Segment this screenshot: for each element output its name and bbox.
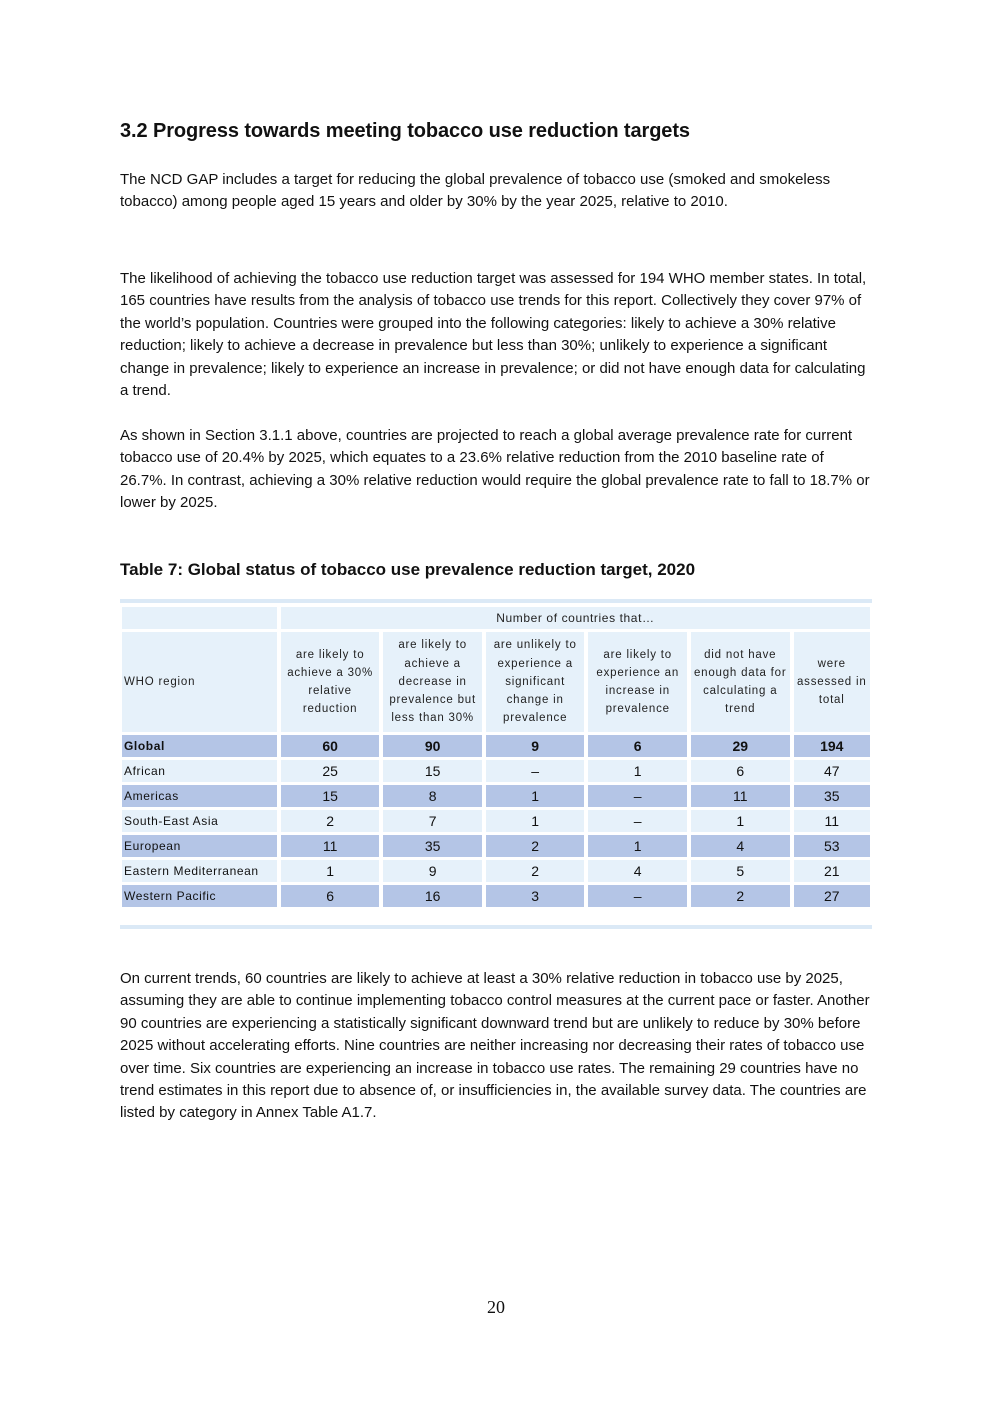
row-region: Global [122, 735, 277, 757]
table-cell: 4 [588, 860, 687, 882]
column-header-region: WHO region [122, 632, 277, 732]
table-row-americas [122, 785, 870, 807]
row-region: African [122, 760, 277, 782]
table-cell: 7 [383, 810, 482, 832]
table-cell: 2 [691, 885, 790, 907]
status-table-container [120, 599, 872, 929]
table-cell: 53 [794, 835, 871, 857]
table-cell: 1 [588, 760, 687, 782]
column-header-no-data: did not have enough data for calculating a trend [691, 632, 790, 732]
table-cell: 15 [383, 760, 482, 782]
table-cell: 1 [486, 810, 585, 832]
column-header-increase: are likely to experience an increase in prevalence [588, 632, 687, 732]
paragraph-assessment-method: The likelihood of achieving the tobacco use reduction target was assessed for 194 WHO member states. In total, 165 countries have results from the analysis of tobacco use trends for this report. Collectively they cover 97% of the world’s population. Countries were grouped into the following categories: likely to achieve a 30% relative reduction; likely to achieve a decrease in prevalence but less than 30%; unlikely to experience a significant change in prevalence; likely to experience an increase in prevalence; or did not have enough data for calculating a trend. [120, 270, 867, 400]
column-header-no-change: are unlikely to experience a significant change in prevalence [486, 632, 585, 732]
table-cell: 35 [794, 785, 871, 807]
table-cell: 1 [588, 835, 687, 857]
page-number: 20 [487, 1297, 505, 1317]
table-cell: – [588, 885, 687, 907]
table-cell: 1 [281, 860, 380, 882]
table-cell: 21 [794, 860, 871, 882]
table-cell: 4 [691, 835, 790, 857]
table-row-western-pacific [122, 885, 870, 907]
section-heading: 3.2 Progress towards meeting tobacco use reduction targets [120, 120, 690, 142]
table-cell: 9 [383, 860, 482, 882]
table-row-eastern-mediterranean [122, 860, 870, 882]
table-cell: – [486, 760, 585, 782]
table-group-header-row [122, 607, 870, 629]
table-cell: – [588, 810, 687, 832]
table-cell: 47 [794, 760, 871, 782]
table-cell: 35 [383, 835, 482, 857]
table-cell: 11 [691, 785, 790, 807]
paragraph-current-trends: On current trends, 60 countries are likely to achieve at least a 30% relative reduction in tobacco use by 2025, assuming they are able to continue implementing tobacco control measures at the current pace or faster. Another 90 countries are experiencing a statistically significant downward trend but are unlikely to reduce by 30% before 2025 without accelerating efforts. Nine countries are neither increasing nor decreasing their rates of tobacco use over time. Six countries are experiencing an increase in tobacco use rates. The remaining 29 countries have no trend estimates in this report due to absence of, or insufficiencies in, the available survey data. The countries are listed by category in Annex Table A1.7. [120, 970, 870, 1122]
table-cell: 9 [486, 735, 585, 757]
column-header-total: were assessed in total [794, 632, 871, 732]
table-cell: 25 [281, 760, 380, 782]
table-cell: 194 [794, 735, 871, 757]
paragraph-target-description: The NCD GAP includes a target for reducing the global prevalence of tobacco use (smoked and smokeless tobacco) among people aged 15 years and older by 30% by the year 2025, relative to 2010. [120, 171, 831, 211]
table-cell: 11 [794, 810, 871, 832]
table-column-header-row [122, 632, 870, 732]
table-cell: 1 [486, 785, 585, 807]
table-cell: 90 [383, 735, 482, 757]
table-row-european [122, 835, 870, 857]
status-table [118, 604, 874, 910]
column-header-likely-30: are likely to achieve a 30% relative reduction [281, 632, 380, 732]
table-cell: 60 [281, 735, 380, 757]
table-cell: 2 [486, 835, 585, 857]
table-cell: – [588, 785, 687, 807]
table-cell: 6 [281, 885, 380, 907]
table-cell: 5 [691, 860, 790, 882]
table-cell: 16 [383, 885, 482, 907]
table-group-header-spacer [122, 607, 277, 629]
table-cell: 27 [794, 885, 871, 907]
table-cell: 11 [281, 835, 380, 857]
row-region: Western Pacific [122, 885, 277, 907]
table-row-african [122, 760, 870, 782]
table-cell: 8 [383, 785, 482, 807]
paragraph-projection: As shown in Section 3.1.1 above, countries are projected to reach a global average prevalence rate for current tobacco use of 20.4% by 2025, which equates to a 23.6% relative reduction from the 2010 baseline rate of 26.7%. In contrast, achieving a 30% relative reduction would require the global prevalence rate to fall to 18.7% or lower by 2025. [120, 427, 870, 512]
table-group-header: Number of countries that… [281, 607, 870, 629]
table-row-south-east-asia [122, 810, 870, 832]
table-cell: 2 [281, 810, 380, 832]
table-cell: 29 [691, 735, 790, 757]
row-region: Eastern Mediterranean [122, 860, 277, 882]
table-row-global [122, 735, 870, 757]
row-region: European [122, 835, 277, 857]
table-cell: 2 [486, 860, 585, 882]
row-region: Americas [122, 785, 277, 807]
table-cell: 6 [588, 735, 687, 757]
row-region: South-East Asia [122, 810, 277, 832]
table-cell: 15 [281, 785, 380, 807]
column-header-likely-decrease: are likely to achieve a decrease in prevalence but less than 30% [383, 632, 482, 732]
table-cell: 1 [691, 810, 790, 832]
table-cell: 3 [486, 885, 585, 907]
table-caption: Table 7: Global status of tobacco use prevalence reduction target, 2020 [120, 560, 696, 579]
table-cell: 6 [691, 760, 790, 782]
